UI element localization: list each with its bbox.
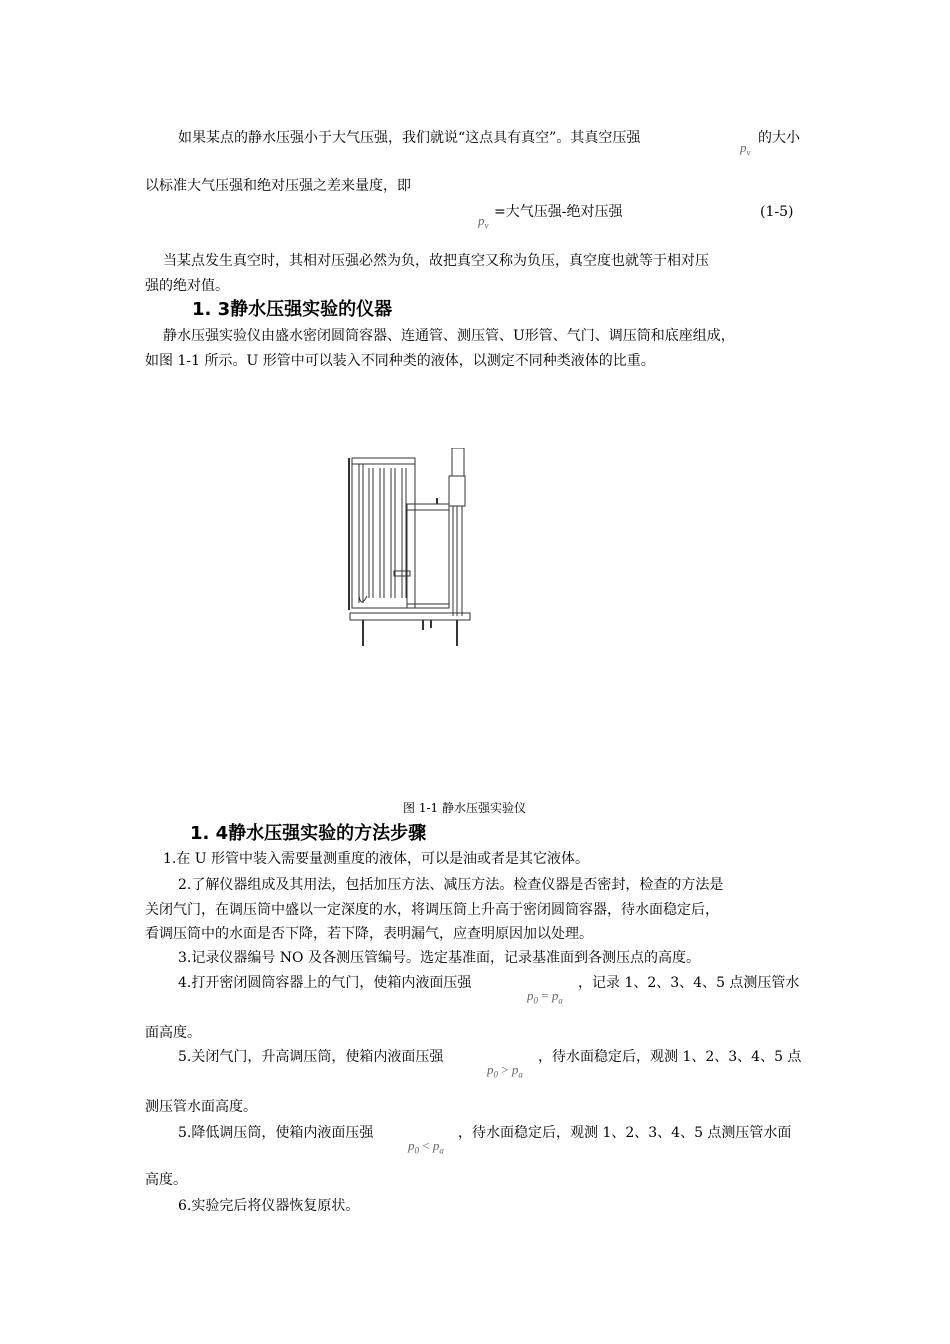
step-2-line3: 看调压筒中的水面是否下降，若下降，表明漏气，应查明原因加以处理。 (145, 926, 593, 942)
math-p0-eq-pa: $p_0 = p_a$ (527, 988, 563, 1006)
math-p0-lt-pa: $p_0 < p_a$ (408, 1138, 444, 1156)
paragraph-vacuum-line1b: 的大小 (758, 130, 800, 146)
step-4-line1a: 4.打开密闭圆筒容器上的气门，使箱内液面压强 (178, 975, 472, 991)
section-heading-1-4: 1. 4静水压强实验的方法步骤 (190, 823, 427, 844)
section13-line1: 静水压强实验仪由盛水密闭圆筒容器、连通管、测压管、U形管、气门、调压筒和底座组成， (163, 328, 735, 344)
math-pv: $p_v$ (740, 140, 751, 158)
equation-rhs: =大气压强-绝对压强 (494, 204, 623, 220)
apparatus-diagram (345, 448, 485, 648)
section-heading-1-3: 1. 3静水压强实验的仪器 (192, 299, 393, 320)
paragraph-negative-line2: 强的绝对值。 (145, 278, 229, 294)
step-5-line2: 测压管水面高度。 (145, 1099, 257, 1115)
equation-number: (1-5) (760, 204, 794, 220)
step-4-line2: 面高度。 (145, 1025, 201, 1041)
step-4-line1b: ，记录 1、2、3、4、5 点测压管水 (578, 975, 800, 991)
paragraph-negative-line1: 当某点发生真空时，其相对压强必然为负，故把真空又称为负压，真空度也就等于相对压 (163, 253, 709, 269)
paragraph-vacuum-line2: 以标准大气压强和绝对压强之差来量度，即 (145, 178, 411, 194)
step-5-line1a: 5.关闭气门，升高调压筒，使箱内液面压强 (178, 1049, 444, 1065)
step-1: 1.在 U 形管中装入需要量测重度的液体，可以是油或者是其它液体。 (163, 851, 590, 867)
step-6-line1a: 5.降低调压筒，使箱内液面压强 (178, 1125, 374, 1141)
math-p0-gt-pa: $p_0 > p_a$ (487, 1062, 523, 1080)
step-3: 3.记录仪器编号 NO 及各测压管编号。选定基准面，记录基准面到各测压点的高度。 (178, 950, 700, 966)
section13-line2: 如图 1-1 所示。U 形管中可以装入不同种类的液体，以测定不同种类液体的比重。 (145, 353, 655, 369)
step-7: 6.实验完后将仪器恢复原状。 (178, 1198, 360, 1214)
step-2-line1: 2.了解仪器组成及其用法，包括加压方法、减压方法。检查仪器是否密封，检查的方法是 (178, 877, 724, 893)
step-6-line1b: ，待水面稳定后，观测 1、2、3、4、5 点测压管水面 (458, 1125, 792, 1141)
paragraph-vacuum-line1a: 如果某点的静水压强小于大气压强，我们就说“这点具有真空”。其真空压强 (178, 130, 641, 146)
step-6-line2: 高度。 (145, 1172, 187, 1188)
step-5-line1b: ，待水面稳定后，观测 1、2、3、4、5 点 (538, 1049, 802, 1065)
math-pv-eq: $p_v$ (478, 213, 489, 231)
figure-caption: 图 1-1 静水压强实验仪 (403, 801, 526, 815)
step-2-line2: 关闭气门，在调压筒中盛以一定深度的水，将调压筒上升高于密闭圆筒容器，待水面稳定后， (145, 902, 719, 918)
